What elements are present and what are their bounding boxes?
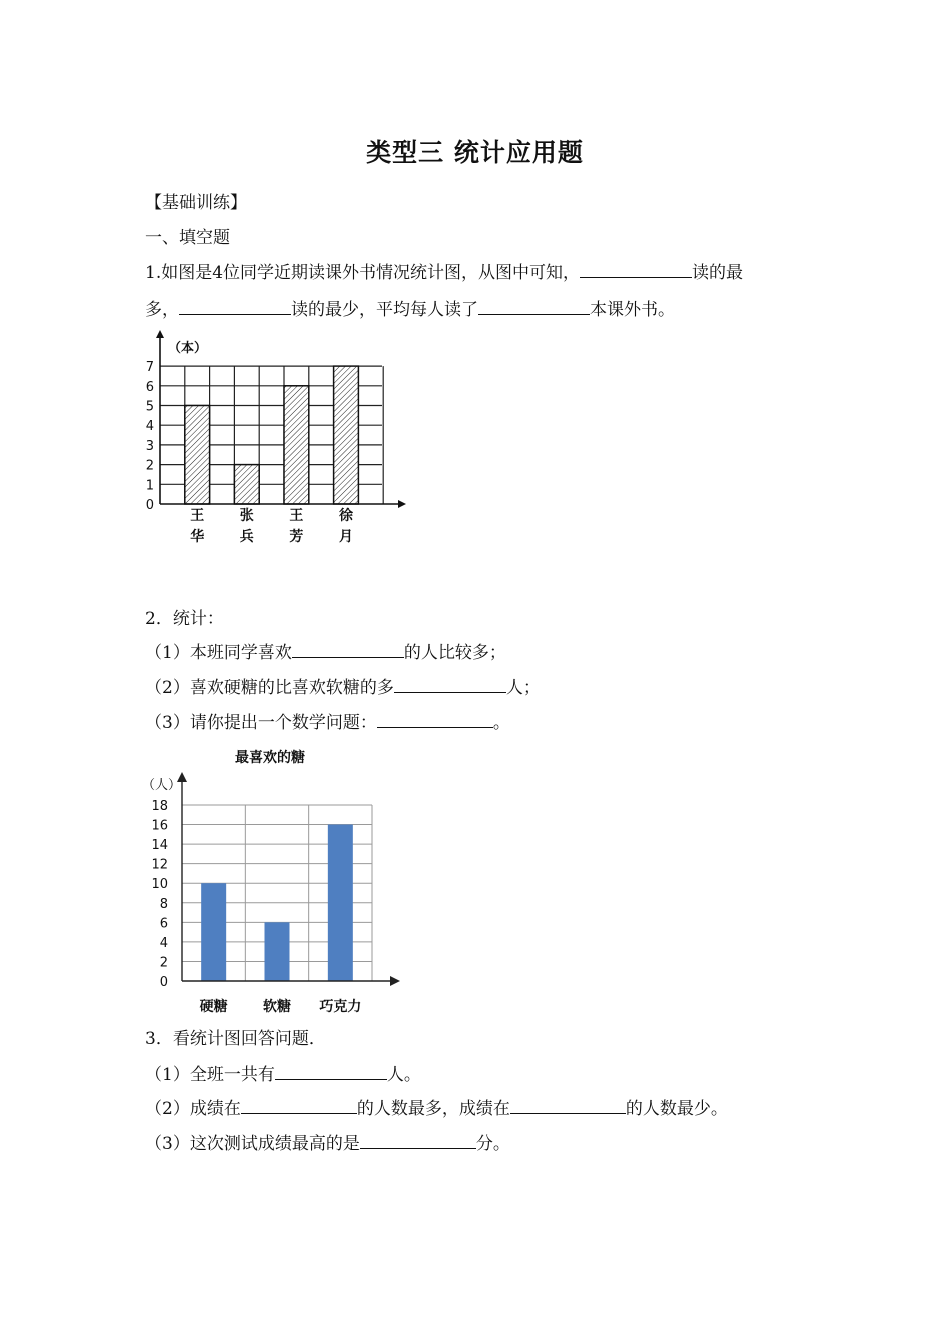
bar-4 xyxy=(334,366,359,504)
q3-sub-1 xyxy=(145,1063,421,1087)
y-tick-label: 4 xyxy=(159,935,168,951)
y-tick-label: 16 xyxy=(151,818,168,834)
q1-blank-average[interactable] xyxy=(478,298,590,315)
q1-blank-most[interactable] xyxy=(580,261,692,278)
part-heading: 一、填空题 xyxy=(145,228,230,248)
q3-s2-a: （2）成绩在 xyxy=(145,1099,241,1119)
y-tick-label: 8 xyxy=(159,896,168,912)
bar-1 xyxy=(201,883,226,981)
y-tick-label: 6 xyxy=(159,916,168,932)
q2-blank-favorite[interactable] xyxy=(292,641,404,658)
bar-3 xyxy=(284,386,309,504)
q2-s1-a: （1）本班同学喜欢 xyxy=(145,643,292,663)
y-unit-label: （人） xyxy=(142,778,182,793)
q3-s2-c: 的人数最少。 xyxy=(625,1099,728,1119)
q1-text-d: 读的最少，平均每人读了 xyxy=(291,300,478,320)
q1-line-2 xyxy=(145,298,675,322)
q1-text-c: 多， xyxy=(145,300,179,320)
category-label: 王 xyxy=(190,508,205,524)
q3-title: 3．看统计图回答问题． xyxy=(145,1029,326,1049)
chart-books-read xyxy=(140,328,420,553)
y-tick-label: 0 xyxy=(145,498,154,513)
q2-s3-a: （3）请你提出一个数学问题： xyxy=(145,713,377,733)
q3-blank-least-range[interactable] xyxy=(510,1097,626,1114)
y-tick-label: 5 xyxy=(145,399,154,415)
bar-1 xyxy=(185,406,210,505)
q3-s3-b: 分。 xyxy=(475,1134,510,1154)
q2-sub-1 xyxy=(145,641,506,665)
x-axis-arrow xyxy=(390,976,400,986)
q2-s2-b: 人； xyxy=(505,678,540,698)
chart-favorite-candy xyxy=(140,740,430,1020)
category-label: 华 xyxy=(190,529,205,545)
y-tick-label: 10 xyxy=(151,877,168,893)
q2-sub-3 xyxy=(145,711,510,735)
q3-blank-most-range[interactable] xyxy=(241,1097,357,1114)
y-tick-label: 0 xyxy=(159,975,168,990)
chart-title: 最喜欢的糖 xyxy=(235,750,305,766)
q3-s1-b: 人。 xyxy=(386,1065,421,1085)
q2-s2-a: （2）喜欢硬糖的比喜欢软糖的多 xyxy=(145,678,394,698)
y-tick-label: 7 xyxy=(145,360,154,376)
bar-2 xyxy=(234,465,259,504)
y-tick-label: 2 xyxy=(159,955,168,971)
q2-blank-question[interactable] xyxy=(377,711,493,728)
q3-blank-total[interactable] xyxy=(275,1063,387,1080)
q1-blank-least[interactable] xyxy=(179,298,291,315)
y-tick-label: 14 xyxy=(151,838,168,854)
category-label: 巧克力 xyxy=(319,999,362,1015)
y-tick-label: 1 xyxy=(145,478,154,494)
page-title: 类型三 统计应用题 xyxy=(366,138,584,167)
q2-s3-b: 。 xyxy=(492,713,510,733)
q2-sub-2 xyxy=(145,676,540,700)
category-label: 徐 xyxy=(339,508,353,524)
bar-3 xyxy=(328,825,353,981)
category-label: 软糖 xyxy=(263,999,291,1015)
q1-line-1 xyxy=(145,261,743,285)
q1-text-b: 读的最 xyxy=(692,263,744,283)
bar-2 xyxy=(265,922,290,981)
y-unit-label: （本） xyxy=(168,341,208,356)
x-axis-arrow xyxy=(398,500,406,508)
category-label: 王 xyxy=(289,508,304,524)
y-tick-label: 18 xyxy=(151,798,168,814)
q3-sub-3 xyxy=(145,1132,510,1156)
q3-s1-a: （1）全班一共有 xyxy=(145,1065,275,1085)
y-tick-label: 3 xyxy=(145,438,154,454)
category-label: 月 xyxy=(339,529,353,545)
section-heading: 【基础训练】 xyxy=(145,193,247,213)
q1-text-e: 本课外书。 xyxy=(590,300,675,320)
category-label: 张 xyxy=(239,508,254,524)
y-tick-label: 12 xyxy=(151,857,168,873)
category-label: 兵 xyxy=(239,529,254,545)
y-axis-arrow xyxy=(156,330,164,338)
q3-blank-top-score[interactable] xyxy=(360,1132,476,1149)
category-label: 芳 xyxy=(289,529,304,545)
y-tick-label: 6 xyxy=(145,379,154,395)
y-tick-label: 4 xyxy=(145,419,154,435)
category-label: 硬糖 xyxy=(199,999,228,1015)
q2-s1-b: 的人比较多； xyxy=(403,643,506,663)
q2-title: 2．统计： xyxy=(145,609,224,629)
q3-sub-2 xyxy=(145,1097,728,1121)
y-tick-label: 2 xyxy=(145,458,154,474)
q3-s2-b: 的人数最多，成绩在 xyxy=(356,1099,510,1119)
q1-text-a: 1.如图是4位同学近期读课外书情况统计图，从图中可知， xyxy=(145,263,581,283)
q2-blank-difference[interactable] xyxy=(394,676,506,693)
q3-s3-a: （3）这次测试成绩最高的是 xyxy=(145,1134,360,1154)
